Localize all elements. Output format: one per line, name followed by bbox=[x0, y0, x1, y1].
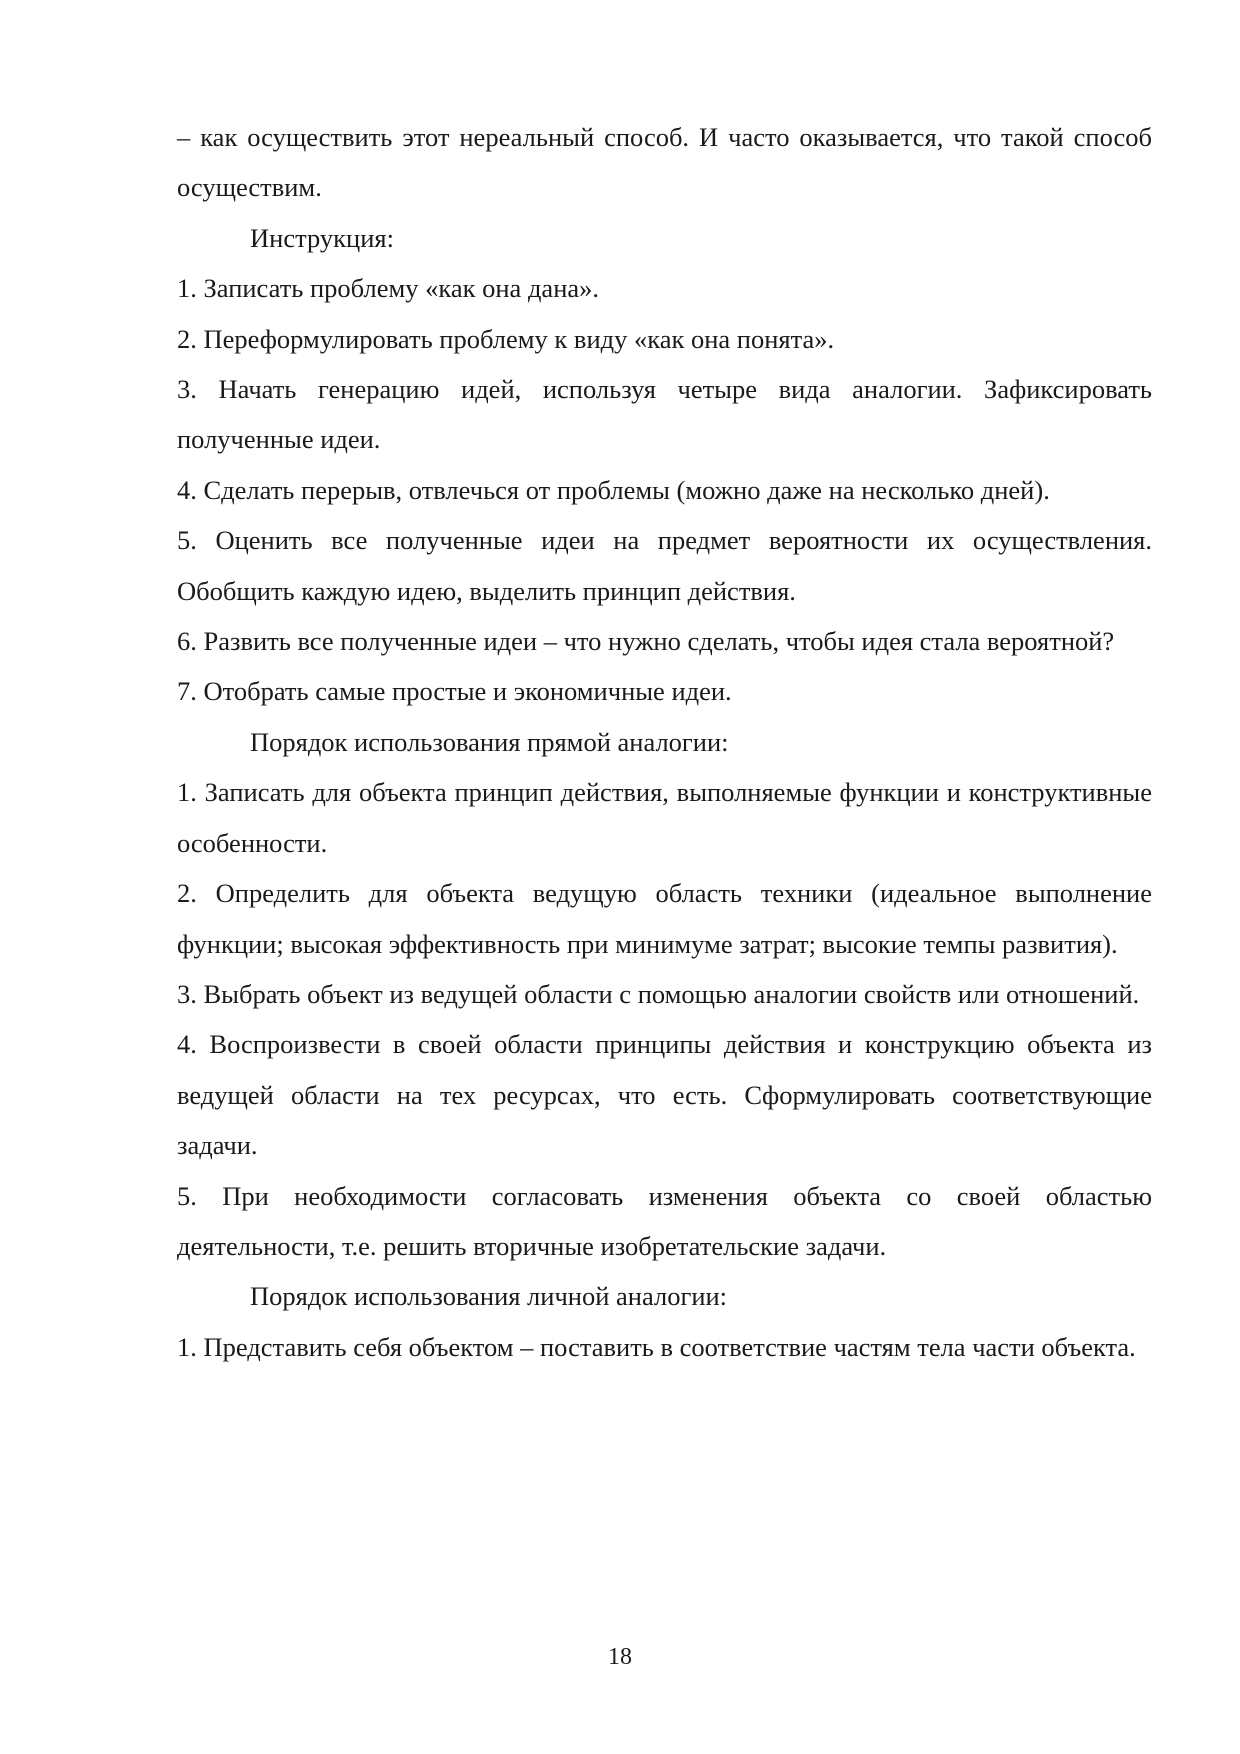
heading-direct-analogy: Порядок использования прямой аналогии: bbox=[250, 726, 729, 757]
direct-analogy-step-2: 2. Определить для объекта ведущую область техники (идеальное выполнение функции; высокая эффективность при минимуме затрат; высокие темпы развития). bbox=[177, 878, 1152, 959]
instruction-step-7: 7. Отобрать самые простые и экономичные идеи. bbox=[177, 676, 732, 707]
instruction-step-5: 5. Оценить все полученные идеи на предмет вероятности их осуществления. Обобщить каждую идею, выделить принцип действия. bbox=[177, 525, 1152, 606]
direct-analogy-step-5: 5. При необходимости согласовать изменения объекта со своей областью деятельности, т.е. решить вторичные изобретательские задачи. bbox=[177, 1180, 1152, 1261]
direct-analogy-step-3: 3. Выбрать объект из ведущей области с помощью аналогии свойств или отношений. bbox=[177, 978, 1140, 1009]
heading-personal-analogy: Порядок использования личной аналогии: bbox=[250, 1281, 728, 1312]
instruction-step-4: 4. Сделать перерыв, отвлечься от проблемы (можно даже на несколько дней). bbox=[177, 474, 1050, 505]
personal-analogy-step-1: 1. Представить себя объектом – поставить в соответствие частям тела части объекта. bbox=[177, 1331, 1136, 1362]
heading-instruction: Инструкция: bbox=[250, 222, 394, 253]
direct-analogy-step-1: 1. Записать для объекта принцип действия, выполняемые функции и конструктивные особенности. bbox=[177, 777, 1152, 858]
instruction-step-3: 3. Начать генерацию идей, используя четыре вида аналогии. Зафиксировать полученные идеи. bbox=[177, 374, 1152, 455]
document-body bbox=[177, 112, 1152, 1372]
instruction-step-2: 2. Переформулировать проблему к виду «как она понята». bbox=[177, 323, 835, 354]
paragraph-continuation: – как осуществить этот нереальный способ. И часто оказывается, что такой способ осуществим. bbox=[177, 122, 1152, 203]
instruction-step-1: 1. Записать проблему «как она дана». bbox=[177, 273, 600, 304]
instruction-step-6: 6. Развить все полученные идеи – что нужно сделать, чтобы идея стала вероятной? bbox=[177, 626, 1115, 657]
page-number: 18 bbox=[608, 1644, 632, 1670]
direct-analogy-step-4: 4. Воспроизвести в своей области принципы действия и конструкцию объекта из ведущей области на тех ресурсах, что есть. Сформулировать соответствующие задачи. bbox=[177, 1029, 1152, 1161]
